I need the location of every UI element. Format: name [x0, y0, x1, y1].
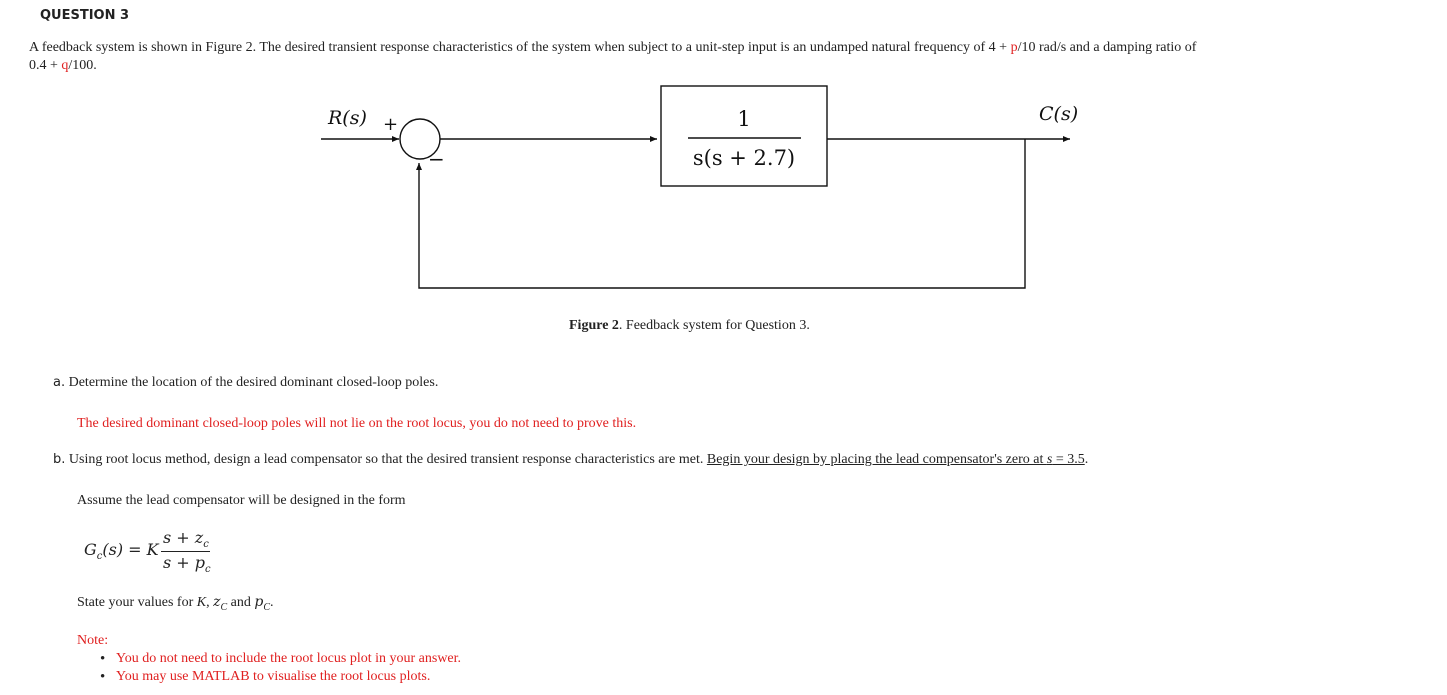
part-a [53, 375, 438, 391]
intro-text-2-tail: /100. [68, 58, 97, 73]
part-a-letter: a. [53, 375, 66, 390]
compensator-formula-lhs: $G_c(s) = K$ [84, 540, 159, 563]
input-label: R(s) [328, 107, 367, 129]
list-item: • You may use MATLAB to visualise the root locus plots. [94, 668, 461, 686]
tf-numerator: 1 [737, 107, 751, 131]
caption-bold: Figure 2 [569, 318, 619, 333]
output-label: C(s) [1039, 103, 1079, 125]
part-b-letter: b. [53, 452, 66, 467]
minus-sign: − [428, 147, 445, 171]
part-a-note: The desired dominant closed-loop poles will not lie on the root locus, you do not need to prove this. [77, 416, 637, 431]
part-b-end: . [1084, 452, 1089, 467]
notes-list [94, 650, 461, 686]
question-heading: QUESTION 3 [40, 8, 130, 23]
compensator-numerator: $s + z_c$ [163, 528, 209, 551]
plant-block [661, 86, 827, 186]
part-b [53, 452, 1088, 468]
compensator-fraction-bar [161, 551, 210, 552]
variable-p: p [1010, 40, 1018, 55]
part-b-underlined: Begin your design by placing the lead compensator's zero at s = 3.5 [706, 452, 1085, 467]
state-values-text: State your values for K, $z_C$ and $p_C$. [77, 594, 274, 613]
intro-text-2: 0.4 + [29, 58, 62, 73]
plus-sign: + [383, 114, 399, 135]
caption-text: . Feedback system for Question 3. [618, 318, 810, 333]
note-label: Note: [77, 633, 109, 648]
list-item: • You do not need to include the root locus plot in your answer. [94, 650, 461, 668]
feedback-block-diagram [0, 0, 1447, 300]
tf-denominator: s(s + 2.7) [692, 146, 796, 170]
part-a-text: Determine the location of the desired dominant closed-loop poles. [68, 375, 439, 390]
intro-text: A feedback system is shown in Figure 2. The desired transient response characteristics of the system when subject to a unit-step input is an undamped natural frequency of 4 + [29, 40, 1011, 55]
variable-q: q [61, 58, 69, 73]
figure-caption [569, 318, 810, 334]
compensator-denominator: $s + p_c$ [163, 553, 211, 576]
intro-text-tail: /10 rad/s and a damping ratio of [1017, 40, 1197, 55]
part-b-text: Using root locus method, design a lead compensator so that the desired transient response characteristics are met. [68, 452, 707, 467]
assume-text: Assume the lead compensator will be designed in the form [77, 493, 406, 508]
